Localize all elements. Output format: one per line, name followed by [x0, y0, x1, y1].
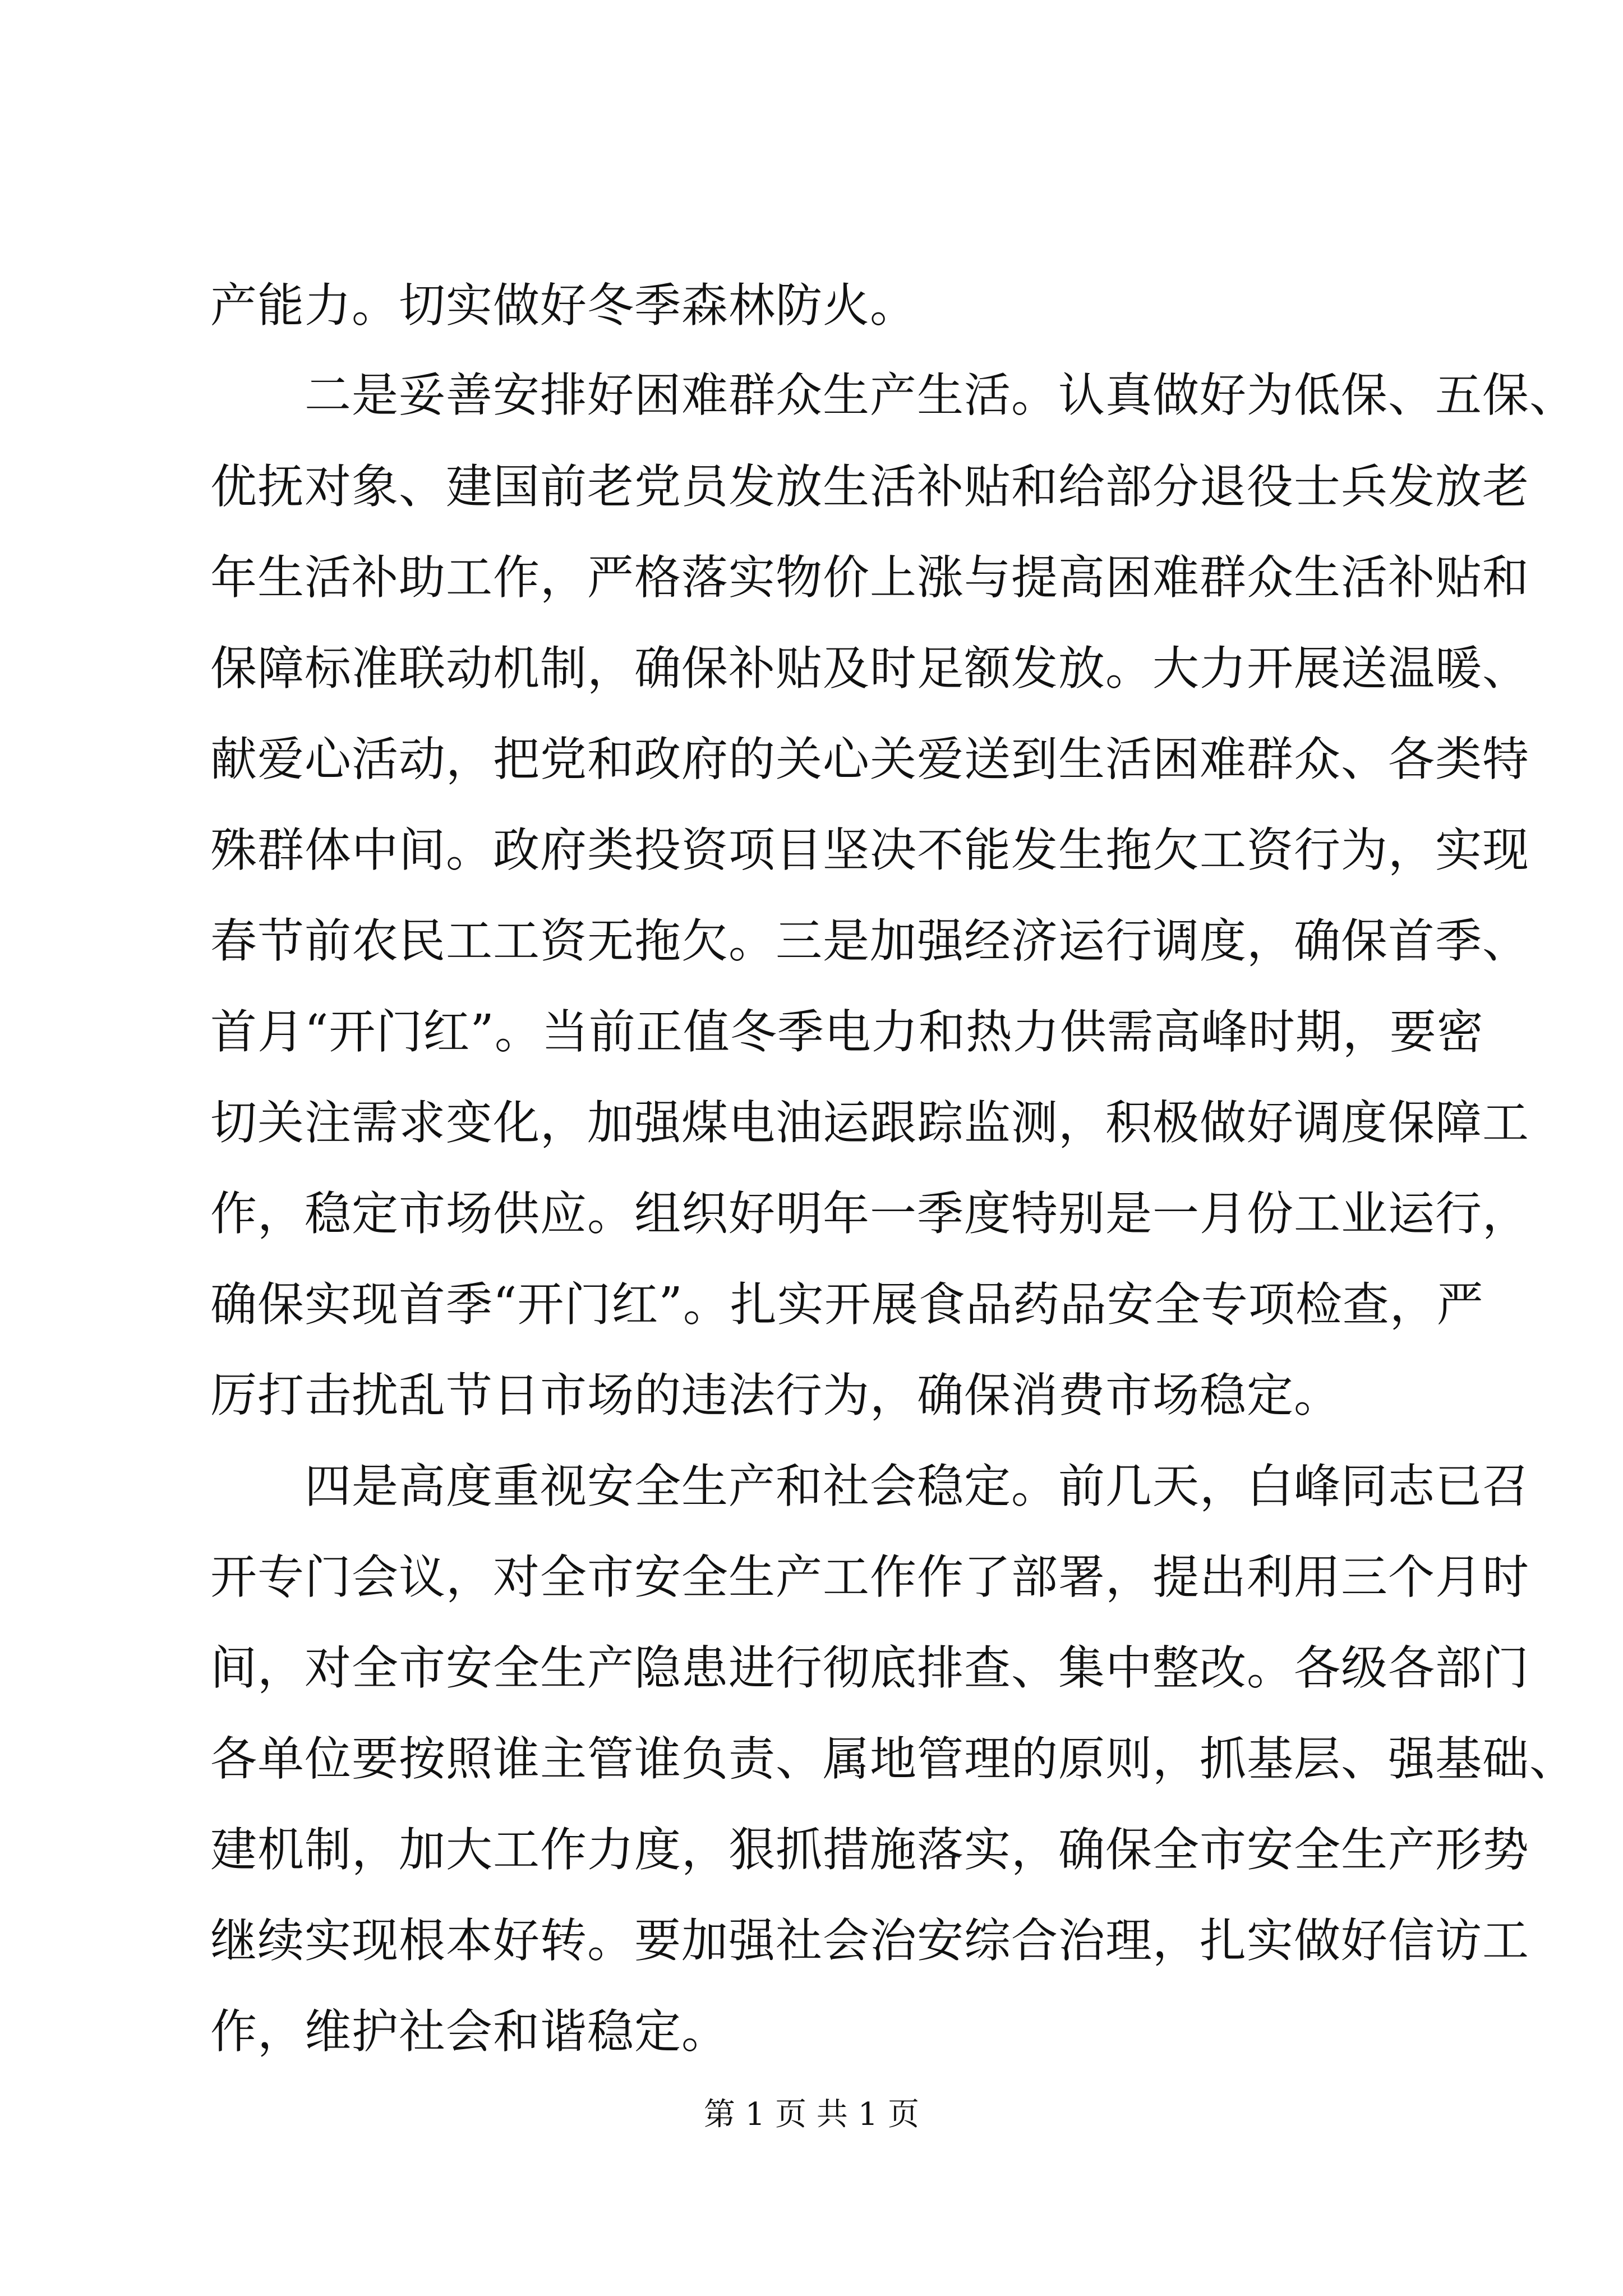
text-line: 开专门会议，对全市安全生产工作作了部署，提出利用三个月时 [210, 1550, 1529, 1604]
text-line: 优抚对象、建国前老党员发放生活补贴和给部分退役士兵发放老 [210, 459, 1529, 514]
text-line: 保障标准联动机制，确保补贴及时足额发放。大力开展送温暖、 [210, 641, 1529, 696]
text-line: 首月“开门红”。当前正值冬季电力和热力供需高峰时期，要密 [210, 1005, 1484, 1059]
text-line: 作，稳定市场供应。组织好明年一季度特别是一月份工业运行， [210, 1186, 1529, 1241]
text-line: 年生活补助工作，严格落实物价上涨与提高困难群众生活补贴和 [210, 550, 1529, 605]
text-line: 殊群体中间。政府类投资项目坚决不能发生拖欠工资行为，实现 [210, 823, 1529, 877]
paragraph-first-line: 二是妥善安排好困难群众生产生活。认真做好为低保、五保、 [305, 368, 1576, 422]
text-line: 确保实现首季“开门红”。扎实开展食品药品安全专项检查，严 [210, 1277, 1484, 1332]
text-line: 建机制，加大工作力度，狠抓措施落实，确保全市安全生产形势 [210, 1823, 1529, 1877]
text-line: 产能力。切实做好冬季森林防火。 [210, 278, 917, 333]
text-line: 厉打击扰乱节日市场的违法行为，确保消费市场稳定。 [210, 1368, 1341, 1423]
text-line: 切关注需求变化，加强煤电油运跟踪监测，积极做好调度保障工 [210, 1096, 1529, 1150]
text-line: 各单位要按照谁主管谁负责、属地管理的原则，抓基层、强基础、 [210, 1732, 1576, 1786]
text-line: 献爱心活动，把党和政府的关心关爱送到生活困难群众、各类特 [210, 732, 1529, 786]
page-number-footer: 第 1 页 共 1 页 [703, 2096, 920, 2133]
text-line: 作，维护社会和谐稳定。 [210, 2004, 728, 2059]
text-line: 继续实现根本好转。要加强社会治安综合治理，扎实做好信访工 [210, 1913, 1529, 1968]
text-line: 间，对全市安全生产隐患进行彻底排查、集中整改。各级各部门 [210, 1641, 1529, 1695]
text-line: 春节前农民工工资无拖欠。三是加强经济运行调度，确保首季、 [210, 914, 1529, 968]
paragraph-first-line: 四是高度重视安全生产和社会稳定。前几天，白峰同志已召 [305, 1459, 1529, 1513]
